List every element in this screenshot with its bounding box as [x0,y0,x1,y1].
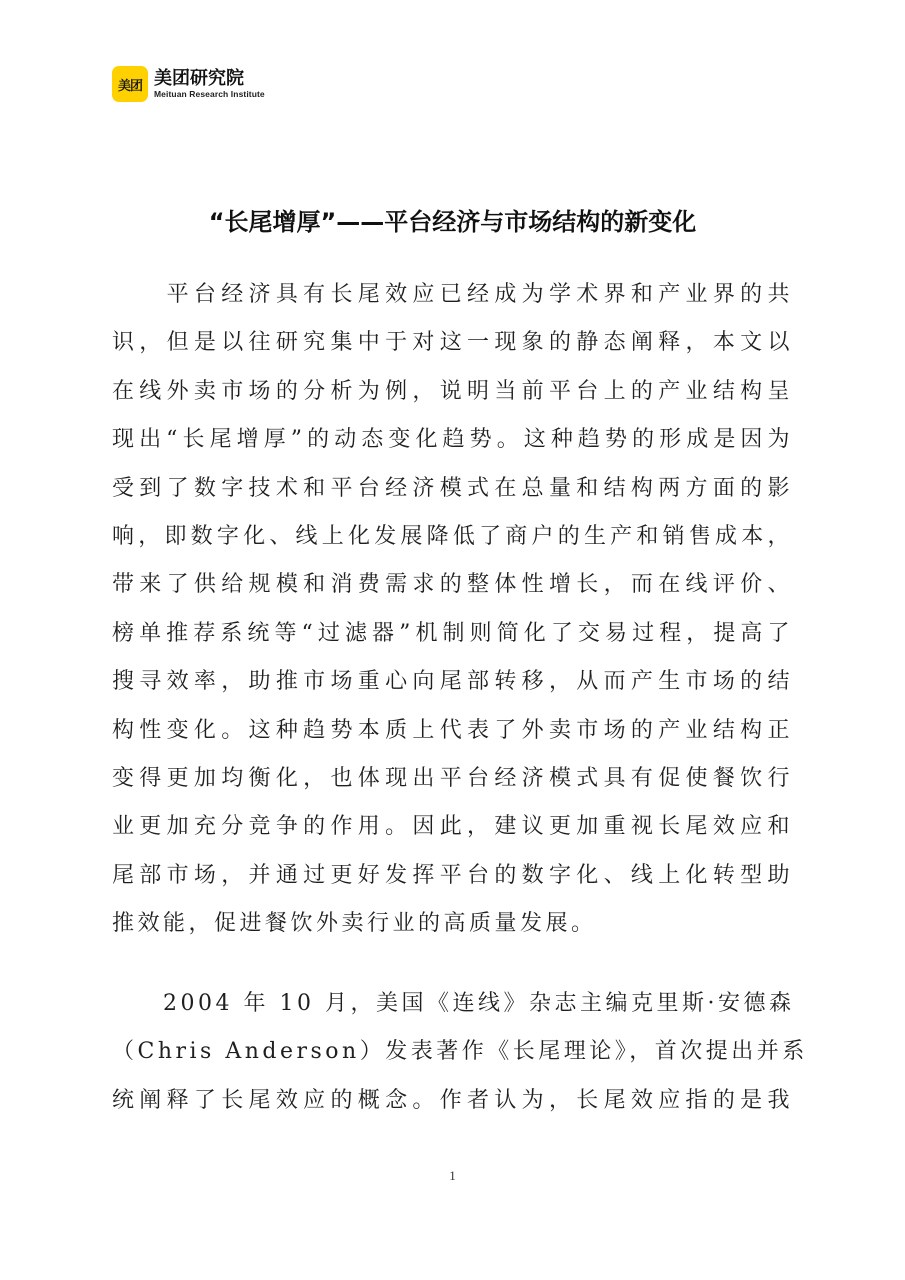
text-line: （Chris Anderson）发表著作《长尾理论》，首次提出并系 [112,1039,808,1065]
text-line: 搜寻效率，助推市场重心向尾部转移，从而产生市场的结 [112,669,793,695]
header-logo [112,64,265,104]
text-line: 构性变化。这种趋势本质上代表了外卖市场的产业结构正 [112,717,793,743]
text-line: 平台经济具有长尾效应已经成为学术界和产业界的共 [112,282,793,307]
text-line: 业更加充分竞争的作用。因此，建议更加重视长尾效应和 [112,814,793,840]
text-line: 带来了供给规模和消费需求的整体性增长，而在线评价、 [112,572,793,598]
org-name-en: Meituan Research Institute [154,88,265,99]
text-line: 推效能，促进餐饮外卖行业的高质量发展。 [112,911,597,937]
text-line: 受到了数字技术和平台经济模式在总量和结构两方面的影 [112,475,793,501]
document-title: “长尾增厚”——平台经济与市场结构的新变化 [208,208,697,236]
text-line: 榜单推荐系统等“过滤器”机制则简化了交易过程，提高了 [112,620,793,646]
text-line: 2004 年 10 月，美国《连线》杂志主编克里斯·安德森 [112,991,795,1016]
page-number: 1 [449,1168,456,1183]
text-line: 在线外卖市场的分析为例，说明当前平台上的产业结构呈 [112,378,793,404]
org-name [154,69,265,100]
meituan-logo-icon: 美团 [112,66,148,102]
body-paragraph [112,980,808,1125]
text-line: 统阐释了长尾效应的概念。作者认为，长尾效应指的是我 [112,1087,793,1113]
text-line: 识，但是以往研究集中于对这一现象的静态阐释，本文以 [112,330,793,356]
text-line: 响，即数字化、线上化发展降低了商户的生产和销售成本， [112,524,793,550]
org-name-cn: 美团研究院 [154,67,244,89]
text-line: 尾部市场，并通过更好发挥平台的数字化、线上化转型助 [112,862,793,888]
text-line: 变得更加均衡化，也体现出平台经济模式具有促使餐饮行 [112,766,793,792]
abstract-paragraph [112,271,793,949]
text-line: 现出“长尾增厚”的动态变化趋势。这种趋势的形成是因为 [112,427,793,453]
